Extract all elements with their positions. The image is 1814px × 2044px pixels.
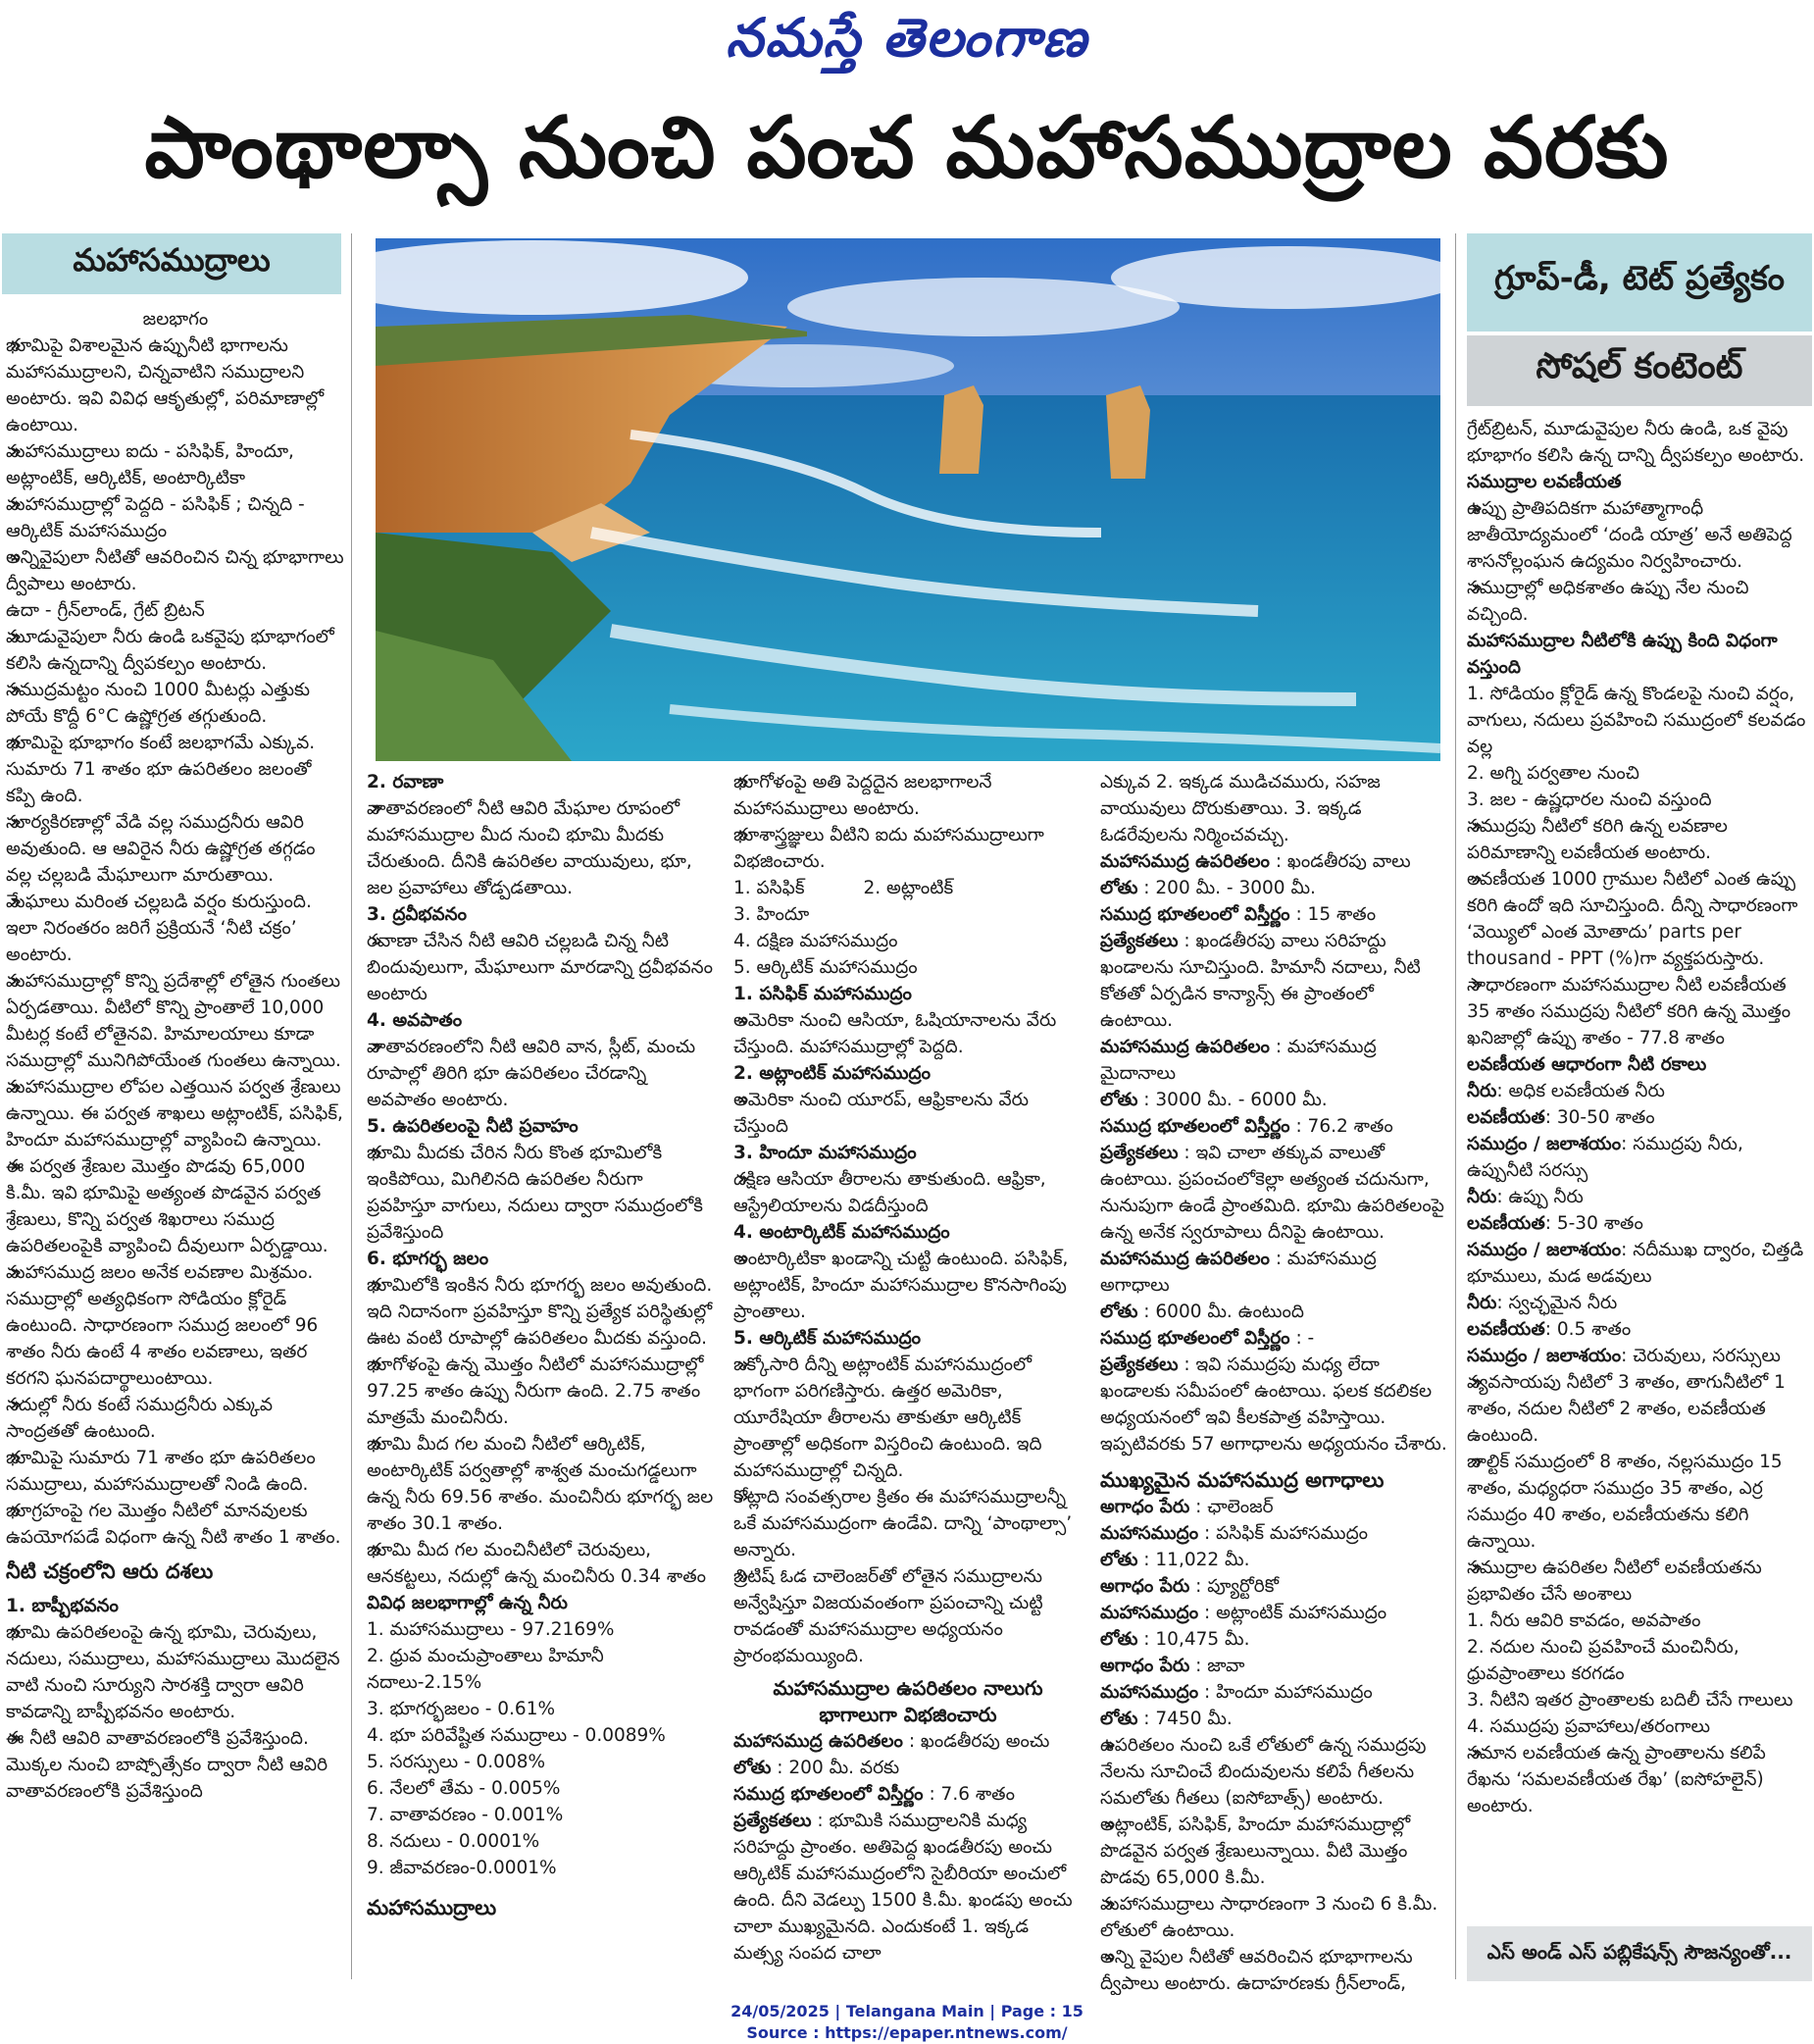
kv-key: సముద్ర భూతలంలో విస్తీర్ణం xyxy=(1100,904,1290,925)
kv-value: : నదీముఖ ద్వారం, చిత్తడి భూములు, మడ అడవులు xyxy=(1467,1240,1804,1287)
kv-value: : 200 మీ. వరకు xyxy=(771,1758,900,1778)
kv-row xyxy=(1100,1299,1449,1325)
para: » ఉపరితలం నుంచి ఒకే లోతులో ఉన్న సముద్రపు నేలను సూచించే బిందువులను కలిపే గీతలను సమలోతు గీతలు (ఐసోబాత్స్) అంటారు. xyxy=(1100,1732,1449,1812)
list-item: 3. హిందూ xyxy=(733,904,810,925)
para: » వ్యవసాయపు నీటిలో 3 శాతం, తాగునీటిలో 1 శాతం, నదుల నీటిలో 2 శాతం, లవణీయత ఉంటుంది. xyxy=(1467,1369,1810,1449)
heading-pacific: 1. పసిఫిక్ మహాసముద్రం xyxy=(733,984,912,1004)
kv-value: : ప్యూర్టోరికో xyxy=(1189,1576,1280,1597)
heading-water-distribution: వివిధ జలభాగాల్లో ఉన్న నీరు xyxy=(367,1593,568,1613)
list-item: 1. నీరు ఆవిరి కావడం, అవపాతం xyxy=(1467,1610,1701,1631)
kv-key: లోతు xyxy=(1100,1550,1138,1570)
para: » మేఘాలు మరింత చల్లబడి వర్షం కురుస్తుంది. ఇలా నిరంతరం జరిగే ప్రక్రియనే ‘నీటి చక్రం’ అంటారు. xyxy=(6,889,345,968)
kv-key: అగాధం పేరు xyxy=(1100,1656,1190,1676)
list-item: 8. నదులు - 0.0001% xyxy=(367,1831,540,1852)
kv-row xyxy=(1100,1626,1449,1653)
kv-value: : ఇవి సముద్రపు మధ్య లేదా ఖండాలకు సమీపంలో ఉంటాయి. ఫలక కదలికల అధ్యయనంలో ఇవి కీలకపాత్ర వహిస్తాయి. ఇప్పటివరకు 57 అగాధాలను అధ్యయనం చేశారు. xyxy=(1100,1354,1447,1455)
kv-key: మహాసముద్ర ఉపరితలం xyxy=(733,1731,903,1752)
para: » సముద్రమట్టం నుంచి 1000 మీటర్లు ఎత్తుకు పోయే కొద్దీ 6°C ఉష్ణోగ్రత తగ్గుతుంది. xyxy=(6,677,345,730)
kv-value: : 7.6 శాతం xyxy=(923,1784,1015,1805)
para: » ఉప్పు ప్రాతిపదికగా మహాత్మాగాంధీ జాతీయోద్యమంలో ‘దండి యాత్ర’ అనే అతిపెద్ద శాసనోల్లంఘన ఉద్యమం నిర్వహించారు. xyxy=(1467,495,1810,575)
list-item: 2. అగ్ని పర్వతాల నుంచి xyxy=(1467,763,1639,784)
para: » అమెరికా నుంచి యూరప్, ఆఫ్రికాలను వేరు చేస్తుంది xyxy=(733,1087,1083,1140)
kv-row xyxy=(733,1781,1083,1808)
kv-row xyxy=(1100,901,1449,928)
kv-value: : ఛాలెంజర్ xyxy=(1189,1497,1274,1517)
heading-water-types: లవణీయత ఆధారంగా నీటి రకాలు xyxy=(1467,1054,1707,1075)
para: » మహాసముద్రాల్లో కొన్ని ప్రదేశాల్లో లోతైన గుంతలు ఏర్పడతాయి. వీటిలో కొన్ని ప్రాంతాలే 10,000 మీటర్ల కంటే లోతైనవి. హిమాలయాలు కూడా సముద్రాల్లో మునిగిపోయేంత గుంతలు ఉన్నాయి. xyxy=(6,968,345,1074)
kv-row xyxy=(1467,1078,1810,1104)
kv-row xyxy=(1100,1246,1449,1299)
kv-value: : ఖండతీరపు అంచు xyxy=(902,1731,1050,1752)
list-item-pacific: 1. పసిఫిక్ xyxy=(733,878,805,898)
kv-row xyxy=(1100,848,1449,875)
kv-key: సముద్ర భూతలంలో విస్తీర్ణం xyxy=(733,1784,924,1805)
para: ఉదా - గ్రీన్‌లాండ్, గ్రేట్ బ్రిటన్ xyxy=(6,600,205,621)
kv-key: అగాధం పేరు xyxy=(1100,1497,1190,1517)
kv-key: లవణీయత xyxy=(1467,1319,1545,1340)
footer-date-page: 24/05/2025 | Telangana Main | Page : 15 xyxy=(731,2002,1083,2020)
para: ఎక్కువ 2. ఇక్కడ ముడిచమురు, సహజ వాయువులు దొరుకుతాయి. 3. ఇక్కడ ఓడరేవులను నిర్మించవచ్చు. xyxy=(1100,772,1381,845)
para: » భూమిపై సుమారు 71 శాతం భూ ఉపరితలం సముద్రాలు, మహాసముద్రాలతో నిండి ఉంది. xyxy=(6,1445,345,1498)
section-label-oceans: మహాసముద్రాలు xyxy=(2,233,341,294)
para: » భూమి మీద గల మంచినీటిలో చెరువులు, ఆనకట్టలు, నదుల్లో ఉన్న మంచినీరు 0.34 శాతం xyxy=(367,1537,716,1590)
heading-water-cycle: నీటి చక్రంలోని ఆరు దశలు xyxy=(6,1559,214,1583)
kv-value: : ఉప్పు నీరు xyxy=(1496,1187,1584,1207)
para: » మహాసముద్రాల లోపల ఎత్తయిన పర్వత శ్రేణులు ఉన్నాయి. ఈ పర్వత శాఖలు అట్లాంటిక్, పసిఫిక్, హిందూ మహాసముద్రాల్లో వ్యాపించి ఉన్నాయి. xyxy=(6,1074,345,1153)
para: » కోట్లాది సంవత్సరాల క్రితం ఈ మహాసముద్రాలన్నీ ఒకే మహాసముద్రంగా ఉండేవి. దాన్ని ‘పాంథాల్సా’ అన్నారు. xyxy=(733,1484,1083,1563)
para: » మహాసముద్ర జలం అనేక లవణాల మిశ్రమం. సముద్రాల్లో అత్యధికంగా సోడియం క్లోరైడ్ ఉంటుంది. సాధారణంగా సముద్ర జలంలో 96 శాతం నీరు ఉంటే 4 శాతం లవణాలు, ఇతర కరగని ఘనపదార్థాలుంటాయి. xyxy=(6,1259,345,1392)
list-item: 9. జీవావరణం-0.0001% xyxy=(367,1858,557,1878)
kv-value: : అట్లాంటిక్ మహాసముద్రం xyxy=(1198,1603,1387,1623)
para: » లవణీయత 1000 గ్రాముల నీటిలో ఎంత ఉప్పు కరిగి ఉందో ఇది సూచిస్తుంది. దీన్ని సాధారణంగా ‘వెయ్యిలో ఎంత మోతాదు’ parts per thousand - PPT (%)గా వ్యక్తపరుస్తారు. xyxy=(1467,866,1810,972)
para: » సమాన లవణీయత ఉన్న ప్రాంతాలను కలిపే రేఖను ‘సమలవణీయత రేఖ’ (ఐసోహలైన్) అంటారు. xyxy=(1467,1740,1810,1819)
kv-key: మహాసముద్రం xyxy=(1100,1682,1199,1703)
kv-row xyxy=(1467,1237,1810,1290)
kv-key: ప్రత్యేకతలు xyxy=(1100,931,1179,951)
list-item-atlantic: 2. అట్లాంటిక్ xyxy=(863,878,954,898)
heading-condensation: 3. ద్రవీభవనం xyxy=(367,904,467,925)
kv-key: నీరు xyxy=(1467,1081,1497,1101)
para: » సముద్రాల్లో అధికశాతం ఉప్పు నేల నుంచి వచ్చింది. xyxy=(1467,575,1810,628)
list-item: 2. ధ్రువ మంచుప్రాంతాలు హిమానీ నదాలు-2.15% xyxy=(367,1646,604,1693)
kv-key: లోతు xyxy=(1100,1629,1138,1650)
para: » నదుల్లో నీరు కంటే సముద్రనీరు ఎక్కువ సాంద్రతతో ఉంటుంది. xyxy=(6,1392,345,1445)
kv-key: సముద్రం / జలాశయం xyxy=(1467,1346,1622,1366)
page-footer xyxy=(0,2001,1814,2044)
kv-row xyxy=(1100,1679,1449,1706)
para: » అంటార్కిటికా ఖండాన్ని చుట్టి ఉంటుంది. పసిఫిక్, అట్లాంటిక్, హిందూ మహాసముద్రాల కొనసాగింపు ప్రాంతాలు. xyxy=(733,1246,1083,1325)
footer-source-link[interactable]: Source : https://epaper.ntnews.com/ xyxy=(746,2023,1068,2042)
kv-value: : భూమికి సముద్రాలనికి మధ్య సరిహద్దు ప్రాంతం. అతిపెద్ద ఖండతీరపు అంచు ఆర్కిటిక్ మహాసముద్రంలోని సైబీరియా అంచులో ఉంది. దీని వెడల్పు 1500 కి.మీ. ఖండపు అంచు చాలా ముఖ్యమైనది. ఎందుకంటే 1. ఇక్కడ మత్స్య సంపద చాలా xyxy=(733,1811,1073,1964)
kv-value: : సముద్రపు నీరు, ఉప్పునీటి సరస్సు xyxy=(1467,1134,1743,1181)
list-item: 6. నేలలో తేమ - 0.005% xyxy=(367,1778,561,1799)
kv-key: నీరు xyxy=(1467,1187,1497,1207)
kv-row xyxy=(1100,1352,1449,1457)
heading-transport: 2. రవాణా xyxy=(367,772,444,792)
kv-value: : జావా xyxy=(1189,1656,1245,1676)
list-item: 5. సరస్సులు - 0.008% xyxy=(367,1752,546,1772)
kv-row xyxy=(1100,1494,1449,1520)
kv-row xyxy=(1467,1210,1810,1237)
kv-value: : 7450 మీ. xyxy=(1137,1709,1233,1729)
list-item: 1. మహాసముద్రాలు - 97.2169% xyxy=(367,1619,615,1640)
kv-key: ప్రత్యేకతలు xyxy=(1100,1143,1179,1163)
para: » భూమిపై విశాలమైన ఉప్పునీటి భాగాలను మహాసముద్రాలని, చిన్నవాటిని సముద్రాలని అంటారు. ఇవి వివిధ ఆకృతుల్లో, పరిమాణాల్లో ఉంటాయి. xyxy=(6,332,345,438)
kv-value: : మహాసముద్ర అగాధాలు xyxy=(1100,1249,1377,1296)
heading-oceans: మహాసముద్రాలు xyxy=(367,1896,497,1919)
kv-value: : 200 మీ. - 3000 మీ. xyxy=(1137,878,1316,898)
kv-row xyxy=(733,1755,1083,1781)
list-item: 7. వాతావరణం - 0.001% xyxy=(367,1805,564,1825)
kv-key: మహాసముద్ర ఉపరితలం xyxy=(1100,1249,1270,1269)
kv-value: : 3000 మీ. - 6000 మీ. xyxy=(1137,1090,1328,1110)
column-5 xyxy=(1467,416,1810,1922)
para: » రవాణా చేసిన నీటి ఆవిరి చల్లబడి చిన్న నీటి బిందువులుగా, మేఘాలుగా మారడాన్ని ద్రవీభవనం అంటారు xyxy=(367,928,716,1007)
list-item: 3. భూగర్భజలం - 0.61% xyxy=(367,1699,556,1719)
section-label-group-d: గ్రూప్-డీ, టెట్ ప్రత్యేకం xyxy=(1467,233,1812,332)
masthead-logo: నమస్తే తెలంగాణ xyxy=(726,6,1088,69)
para: » వాతావరణంలో నీటి ఆవిరి మేఘాల రూపంలో మహాసముద్రాల మీద నుంచి భూమి మీదకు చేరుతుంది. దీనికి ఉపరితల వాయువులు, భూ, జల ప్రవాహాలు తోడ్పడతాయి. xyxy=(367,795,716,901)
kv-value: : - xyxy=(1289,1328,1315,1349)
kv-row xyxy=(733,1728,1083,1755)
kv-key: నీరు xyxy=(1467,1293,1497,1313)
kv-key: ప్రత్యేకతలు xyxy=(1100,1354,1179,1375)
kv-row xyxy=(1467,1290,1810,1316)
kv-value: : మహాసముద్ర మైదానాలు xyxy=(1100,1037,1377,1084)
kv-key: లవణీయత xyxy=(1467,1107,1545,1128)
kv-key: మహాసముద్ర ఉపరితలం xyxy=(1100,851,1270,872)
para: » మహాసముద్రాల్లో పెద్దది - పసిఫిక్ ; చిన్నది - ఆర్కిటిక్ మహాసముద్రం xyxy=(6,491,345,544)
para: » సాధారణంగా మహాసముద్రాల నీటి లవణీయత 35 శాతం సముద్రపు నీటిలో కరిగి ఉన్న మొత్తం ఖనిజాల్లో ఉప్పు శాతం - 77.8 శాతం xyxy=(1467,972,1810,1051)
kv-value: : 10,475 మీ. xyxy=(1137,1629,1250,1650)
column-3 xyxy=(733,769,1083,1995)
kv-value: : స్వచ్ఛమైన నీరు xyxy=(1496,1293,1618,1313)
para: » మహాసముద్రాలు సాధారణంగా 3 నుంచి 6 కి.మీ. లోతులో ఉంటాయి. xyxy=(1100,1891,1449,1944)
heading-atlantic: 2. అట్లాంటిక్ మహాసముద్రం xyxy=(733,1063,932,1084)
kv-row xyxy=(1467,1104,1810,1131)
list-item xyxy=(733,875,1083,901)
kv-row xyxy=(1100,928,1449,1034)
kv-row xyxy=(1100,1706,1449,1732)
kv-key: సముద్రం / జలాశయం xyxy=(1467,1240,1622,1260)
kv-value: : 76.2 శాతం xyxy=(1289,1116,1393,1137)
heading-surface-flow: 5. ఉపరితలంపై నీటి ప్రవాహం xyxy=(367,1116,579,1137)
section-label-social: సోషల్ కంటెంట్ xyxy=(1467,335,1812,406)
column-rule-1 xyxy=(351,233,352,1979)
list-item: 5. ఆర్కిటిక్ మహాసముద్రం xyxy=(733,957,918,978)
kv-key: అగాధం పేరు xyxy=(1100,1576,1190,1597)
list-item: 3. నీటిని ఇతర ప్రాంతాలకు బదిలీ చేసే గాలులు xyxy=(1467,1690,1793,1711)
kv-key: మహాసముద్రం xyxy=(1100,1603,1199,1623)
heading-ocean-floor-divisions: మహాసముద్రాల ఉపరితలం నాలుగు భాగాలుగా విభజించారు xyxy=(773,1676,1043,1726)
publisher-credit: ఎస్ అండ్ ఎస్ పబ్లికేషన్స్ సౌజన్యంతో... xyxy=(1467,1926,1812,1981)
kv-value: : 30-50 శాతం xyxy=(1544,1107,1655,1128)
kv-row xyxy=(1100,1140,1449,1246)
kv-row xyxy=(1100,1653,1449,1679)
kv-row xyxy=(1100,875,1449,901)
kv-value: : అధిక లవణీయత నీరు xyxy=(1496,1081,1665,1101)
kv-row xyxy=(1100,1573,1449,1600)
kv-value: : 11,022 మీ. xyxy=(1137,1550,1250,1570)
para: » ఒక్కోసారి దీన్ని అట్లాంటిక్ మహాసముద్రంలో భాగంగా పరిగణిస్తారు. ఉత్తర అమెరికా, యూరేషియా తీరాలను తాకుతూ ఆర్కిటిక్ ప్రాంతాల్లో అధికంగా విస్తరించి ఉంటుంది. ఇది మహాసముద్రాల్లో చిన్నది. xyxy=(733,1352,1083,1484)
column-2 xyxy=(367,769,716,1995)
para: » మూడువైపులా నీరు ఉండి ఒకవైపు భూభాగంలో కలిసి ఉన్నదాన్ని ద్వీపకల్పం అంటారు. xyxy=(6,624,345,677)
kv-key: లోతు xyxy=(1100,1709,1138,1729)
page-headline: పాంథాల్సా నుంచి పంచ మహాసముద్రాల వరకు xyxy=(144,99,1670,197)
para: » సముద్రాల ఉపరితల నీటిలో లవణీయతను ప్రభావితం చేసే అంశాలు xyxy=(1467,1555,1810,1608)
kv-key: లోతు xyxy=(733,1758,772,1778)
para: గ్రేట్‌బ్రిటన్, మూడువైపుల నీరు ఉండి, ఒక వైపు భూభాగం కలిసి ఉన్న దాన్ని ద్వీపకల్పం అంటారు. xyxy=(1467,419,1805,466)
coastline-photo xyxy=(376,238,1440,761)
heading-groundwater: 6. భూగర్భ జలం xyxy=(367,1249,489,1269)
para: » భూమి మీద గల మంచి నీటిలో ఆర్కిటిక్, అంటార్కిటిక్ పర్వతాల్లో శాశ్వత మంచుగడ్డలుగా ఉన్న నీరు 69.56 శాతం. మంచినీరు భూగర్భ జల శాతం 30.1 శాతం. xyxy=(367,1431,716,1537)
para: » భూగ్రహంపై గల మొత్తం నీటిలో మానవులకు ఉపయోగపడే విధంగా ఉన్న నీటి శాతం 1 శాతం. xyxy=(6,1498,345,1551)
heading-antarctic: 4. అంటార్కిటిక్ మహాసముద్రం xyxy=(733,1222,950,1243)
kv-value: : పసిఫిక్ మహాసముద్రం xyxy=(1198,1523,1369,1544)
kv-row xyxy=(1100,1087,1449,1113)
kv-value: : ఖండతీరపు వాలు సరిహద్దు ఖండాలను సూచిస్తుంది. హిమానీ నదాలు, నీటి కోతతో ఏర్పడిన కాన్యాన్స్ ఈ ప్రాంతంలో ఉంటాయి. xyxy=(1100,931,1421,1031)
heading-important-trenches: ముఖ్యమైన మహాసముద్ర అగాధాలు xyxy=(1100,1468,1385,1492)
kv-value: : ఇవి చాలా తక్కువ వాలుతో ఉంటాయి. ప్రపంచంలోకెల్లా అత్యంత చదునుగా, నునుపుగా ఉండే ప్రాంతమిది. భూమి ఉపరితలంపై ఉన్న అనేక స్వరూపాలు దీనిపై ఉంటాయి. xyxy=(1100,1143,1444,1243)
para: » అన్నివైపులా నీటితో ఆవరించిన చిన్న భూభాగాలు ద్వీపాలు అంటారు. xyxy=(6,544,345,597)
heading-salt-sources: మహాసముద్రాల నీటిలోకి ఉప్పు కింది విధంగా వస్తుంది xyxy=(1467,631,1778,678)
kv-row xyxy=(1467,1184,1810,1210)
list-item: 1. సోడియం క్లోరైడ్ ఉన్న కొండలపై నుంచి వర్షం, వాగులు, నదులు ప్రవహించి సముద్రంలో కలవడం వల్ల xyxy=(1467,684,1806,757)
heading-indian: 3. హిందూ మహాసముద్రం xyxy=(733,1143,917,1163)
para: » దక్షిణ ఆసియా తీరాలను తాకుతుంది. ఆఫ్రికా, ఆస్ట్రేలియాలను విడదీస్తుంది xyxy=(733,1166,1083,1219)
list-item: 4. దక్షిణ మహాసముద్రం xyxy=(733,931,898,951)
para: » మహాసముద్రాలు ఐదు - పసిఫిక్, హిందూ, అట్లాంటిక్, ఆర్కిటిక్, అంటార్కిటికా xyxy=(6,438,345,491)
para: » ఈ పర్వత శ్రేణుల మొత్తం పొడవు 65,000 కి.మీ. ఇవి భూమిపై అత్యంత పొడవైన పర్వత శ్రేణులు, కొన్ని పర్వత శిఖరాలు సముద్ర ఉపరితలంపైకి వ్యాపించి దీవులుగా ఏర్పడ్డాయి. xyxy=(6,1153,345,1259)
kv-key: లోతు xyxy=(1100,1302,1138,1322)
list-item: 4. భూ పరివేష్టిత సముద్రాలు - 0.0089% xyxy=(367,1725,666,1746)
kv-row xyxy=(733,1808,1083,1967)
list-item: 4. సముద్రపు ప్రవాహాలు/తరంగాలు xyxy=(1467,1716,1711,1737)
column-1 xyxy=(6,306,345,1993)
para: » భూశాస్త్రజ్ఞులు వీటిని ఐదు మహాసముద్రాలుగా విభజించారు. xyxy=(733,822,1083,875)
list-item: 3. జల - ఉష్ణధారల నుంచి వస్తుంది xyxy=(1467,790,1712,810)
para: » భూమి మీదకు చేరిన నీరు కొంత భూమిలోకి ఇంకిపోయి, మిగిలినది ఉపరితల నీరుగా ప్రవహిస్తూ వాగులు, నదులు ద్వారా సముద్రంలోకి ప్రవేశిస్తుంది xyxy=(367,1140,716,1246)
kv-row xyxy=(1100,1113,1449,1140)
kv-value: : 0.5 శాతం xyxy=(1544,1319,1632,1340)
para: » అట్లాంటిక్, పసిఫిక్, హిందూ మహాసముద్రాల్లో పొడవైన పర్వత శ్రేణులున్నాయి. వీటి మొత్తం పొడవు 65,000 కి.మీ. xyxy=(1100,1812,1449,1891)
kv-row xyxy=(1100,1034,1449,1087)
kv-value: : 6000 మీ. ఉంటుంది xyxy=(1137,1302,1304,1322)
heading-evaporation: 1. బాష్పీభవనం xyxy=(6,1596,119,1616)
kv-row xyxy=(1467,1131,1810,1184)
para: » అమెరికా నుంచి ఆసియా, ఓషియానాలను వేరు చేస్తుంది. మహాసముద్రాల్లో పెద్దది. xyxy=(733,1007,1083,1060)
para: » వాతావరణంలోని నీటి ఆవిరి వాన, స్లీట్, మంచు రూపాల్లో తిరిగి భూ ఉపరితలం చేరడాన్ని అవపాతం అంటారు. xyxy=(367,1034,716,1113)
para: » సూర్యకిరణాల్లో వేడి వల్ల సముద్రనీరు ఆవిరి అవుతుంది. ఆ ఆవిరైన నీరు ఉష్ణోగ్రత తగ్గడం వల్ల చల్లబడి మేఘాలుగా మారుతాయి. xyxy=(6,809,345,889)
column-rule-2 xyxy=(1455,233,1456,1979)
kv-key: మహాసముద్ర ఉపరితలం xyxy=(1100,1037,1270,1057)
kv-key: లవణీయత xyxy=(1467,1213,1545,1234)
para: » భూగోళంపై ఉన్న మొత్తం నీటిలో మహాసముద్రాల్లో 97.25 శాతం ఉప్పు నీరుగా ఉంది. 2.75 శాతం మాత్రమే మంచినీరు. xyxy=(367,1352,716,1431)
kv-row xyxy=(1100,1600,1449,1626)
para: » భూమిపై భూభాగం కంటే జలభాగమే ఎక్కువ. సుమారు 71 శాతం భూ ఉపరితలం జలంతో కప్పి ఉంది. xyxy=(6,730,345,809)
kv-row xyxy=(1467,1343,1810,1369)
kv-row xyxy=(1100,1520,1449,1547)
para: » భూమి ఉపరితలంపై ఉన్న భూమి, చెరువులు, నదులు, సముద్రాలు, మహాసముద్రాలు మొదలైన వాటి నుంచి సూర్యుని సారశక్తి ద్వారా ఆవిరి కావడాన్ని బాష్పీభవనం అంటారు. xyxy=(6,1619,345,1725)
para: » ఈ నీటి ఆవిరి వాతావరణంలోకి ప్రవేశిస్తుంది. మొక్కల నుంచి బాష్పోత్సేకం ద్వారా నీటి ఆవిరి వాతావరణంలోకి ప్రవేశిస్తుంది xyxy=(6,1725,345,1805)
kv-key: లోతు xyxy=(1100,878,1138,898)
subheading-water-body: జలభాగం xyxy=(142,309,209,330)
kv-row xyxy=(1467,1316,1810,1343)
kv-value: : 5-30 శాతం xyxy=(1544,1213,1643,1234)
kv-value: : హిందూ మహాసముద్రం xyxy=(1198,1682,1373,1703)
heading-precipitation: 4. అవపాతం xyxy=(367,1010,463,1031)
kv-key: ప్రత్యేకతలు xyxy=(733,1811,812,1831)
kv-row xyxy=(1100,1547,1449,1573)
para: » బ్రిటిష్ ఓడ చాలెంజర్‌తో లోతైన సముద్రాలను అన్వేషిస్తూ విజయవంతంగా ప్రపంచాన్ని చుట్టి రావడంతో మహాసముద్రాల అధ్యయనం ప్రారంభమయ్యింది. xyxy=(733,1563,1083,1669)
kv-key: సముద్ర భూతలంలో విస్తీర్ణం xyxy=(1100,1328,1290,1349)
para: » సముద్రపు నీటిలో కరిగి ఉన్న లవణాల పరిమాణాన్ని లవణీయత అంటారు. xyxy=(1467,813,1810,866)
para: » భూమిలోకి ఇంకిన నీరు భూగర్భ జలం అవుతుంది. ఇది నిదానంగా ప్రవహిస్తూ కొన్ని ప్రత్యేక పరిస్థితుల్లో ఊట వంటి రూపాల్లో ఉపరితలం మీదకు వస్తుంది. xyxy=(367,1272,716,1352)
kv-value: : చెరువులు, సరస్సులు xyxy=(1621,1346,1781,1366)
heading-ocean-salinity: సముద్రాల లవణీయత xyxy=(1467,472,1622,492)
para: » భూగోళంపై అతి పెద్దదైన జలభాగాలనే మహాసముద్రాలు అంటారు. xyxy=(733,769,1083,822)
para: » బాల్టిక్ సముద్రంలో 8 శాతం, నల్లసముద్రం 15 శాతం, మధ్యధరా సముద్రం 35 శాతం, ఎర్ర సముద్రం 40 శాతం, లవణీయతను కలిగి ఉన్నాయి. xyxy=(1467,1449,1810,1555)
kv-key: సముద్రం / జలాశయం xyxy=(1467,1134,1622,1154)
coastline-photo-svg xyxy=(376,238,1440,761)
kv-value: : ఖండతీరపు వాలు xyxy=(1269,851,1411,872)
column-4 xyxy=(1100,769,1449,1995)
kv-key: లోతు xyxy=(1100,1090,1138,1110)
kv-key: సముద్ర భూతలంలో విస్తీర్ణం xyxy=(1100,1116,1290,1137)
heading-arctic: 5. ఆర్కిటిక్ మహాసముద్రం xyxy=(733,1328,922,1349)
kv-row xyxy=(1100,1325,1449,1352)
list-item: 2. నదుల నుంచి ప్రవహించే మంచినీరు, ధ్రువప్రాంతాలు కరగడం xyxy=(1467,1637,1739,1684)
kv-value: : 15 శాతం xyxy=(1289,904,1377,925)
para: » అన్ని వైపుల నీటితో ఆవరించిన భూభాగాలను ద్వీపాలు అంటారు. ఉదాహరణకు గ్రీన్‌లాండ్, xyxy=(1100,1944,1449,1995)
kv-key: మహాసముద్రం xyxy=(1100,1523,1199,1544)
